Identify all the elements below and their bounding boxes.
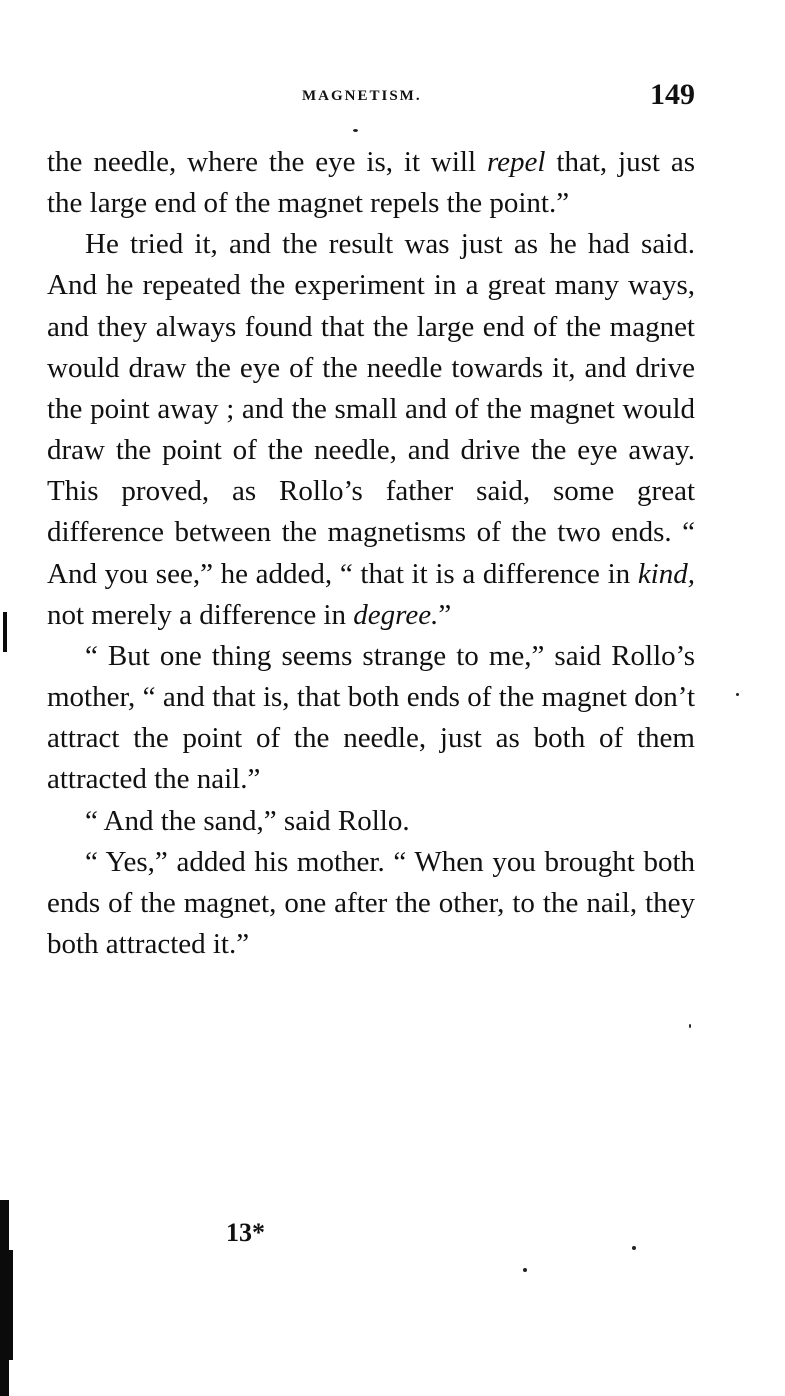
running-head bbox=[0, 78, 785, 118]
binding-edge-shadow bbox=[0, 1200, 9, 1396]
scan-speck bbox=[689, 1024, 691, 1028]
paragraph bbox=[47, 842, 695, 965]
text-run: that, just as the large end of the magnet repels the point.” bbox=[47, 146, 696, 220]
italic-text: degree. bbox=[353, 598, 439, 631]
italic-text: kind, bbox=[637, 557, 695, 590]
page-number: 149 bbox=[650, 78, 695, 111]
paragraph bbox=[47, 142, 695, 224]
text-run: “ Yes,” added his mother. “ When you brought both ends of the magnet, one after the other, to the nail, they both attracted it.” bbox=[47, 845, 695, 960]
scan-speck bbox=[523, 1268, 527, 1272]
paragraph bbox=[47, 801, 695, 842]
scan-speck bbox=[632, 1246, 636, 1250]
paragraph bbox=[47, 636, 695, 801]
signature-mark: 13* bbox=[226, 1218, 265, 1247]
scan-edge-mark bbox=[3, 612, 7, 652]
binding-edge-shadow bbox=[9, 1250, 13, 1360]
text-run: not merely a difference in bbox=[47, 598, 354, 631]
text-run: ” bbox=[438, 598, 452, 631]
scan-speck bbox=[736, 693, 739, 696]
text-run: He tried it, and the result was just as he had said. And he repeated the experiment in a great many ways, and they always found that the large end of the magnet would draw the eye of the needle towards it, and drive the point away ; and the small and of the magnet would draw the point of the needle, and drive the eye away. This proved, as Rollo’s father said, some great difference between the magnetisms of the two ends. “ And you see,” he added, “ that it is a difference in bbox=[47, 228, 695, 590]
italic-text: repel bbox=[486, 146, 546, 178]
paragraph bbox=[47, 224, 695, 636]
running-title: MAGNETISM. bbox=[302, 88, 422, 104]
text-run: “ But one thing seems strange to me,” said Rollo’s mother, “ and that is, that both ends of the magnet don’t attract the point of the needle, just as both of them attracted the nail.” bbox=[47, 639, 695, 796]
scan-speck bbox=[353, 129, 358, 132]
body-text bbox=[47, 142, 695, 965]
text-run: “ And the sand,” said Rollo. bbox=[85, 804, 410, 837]
text-run: the needle, where the eye is, it will bbox=[47, 146, 487, 178]
